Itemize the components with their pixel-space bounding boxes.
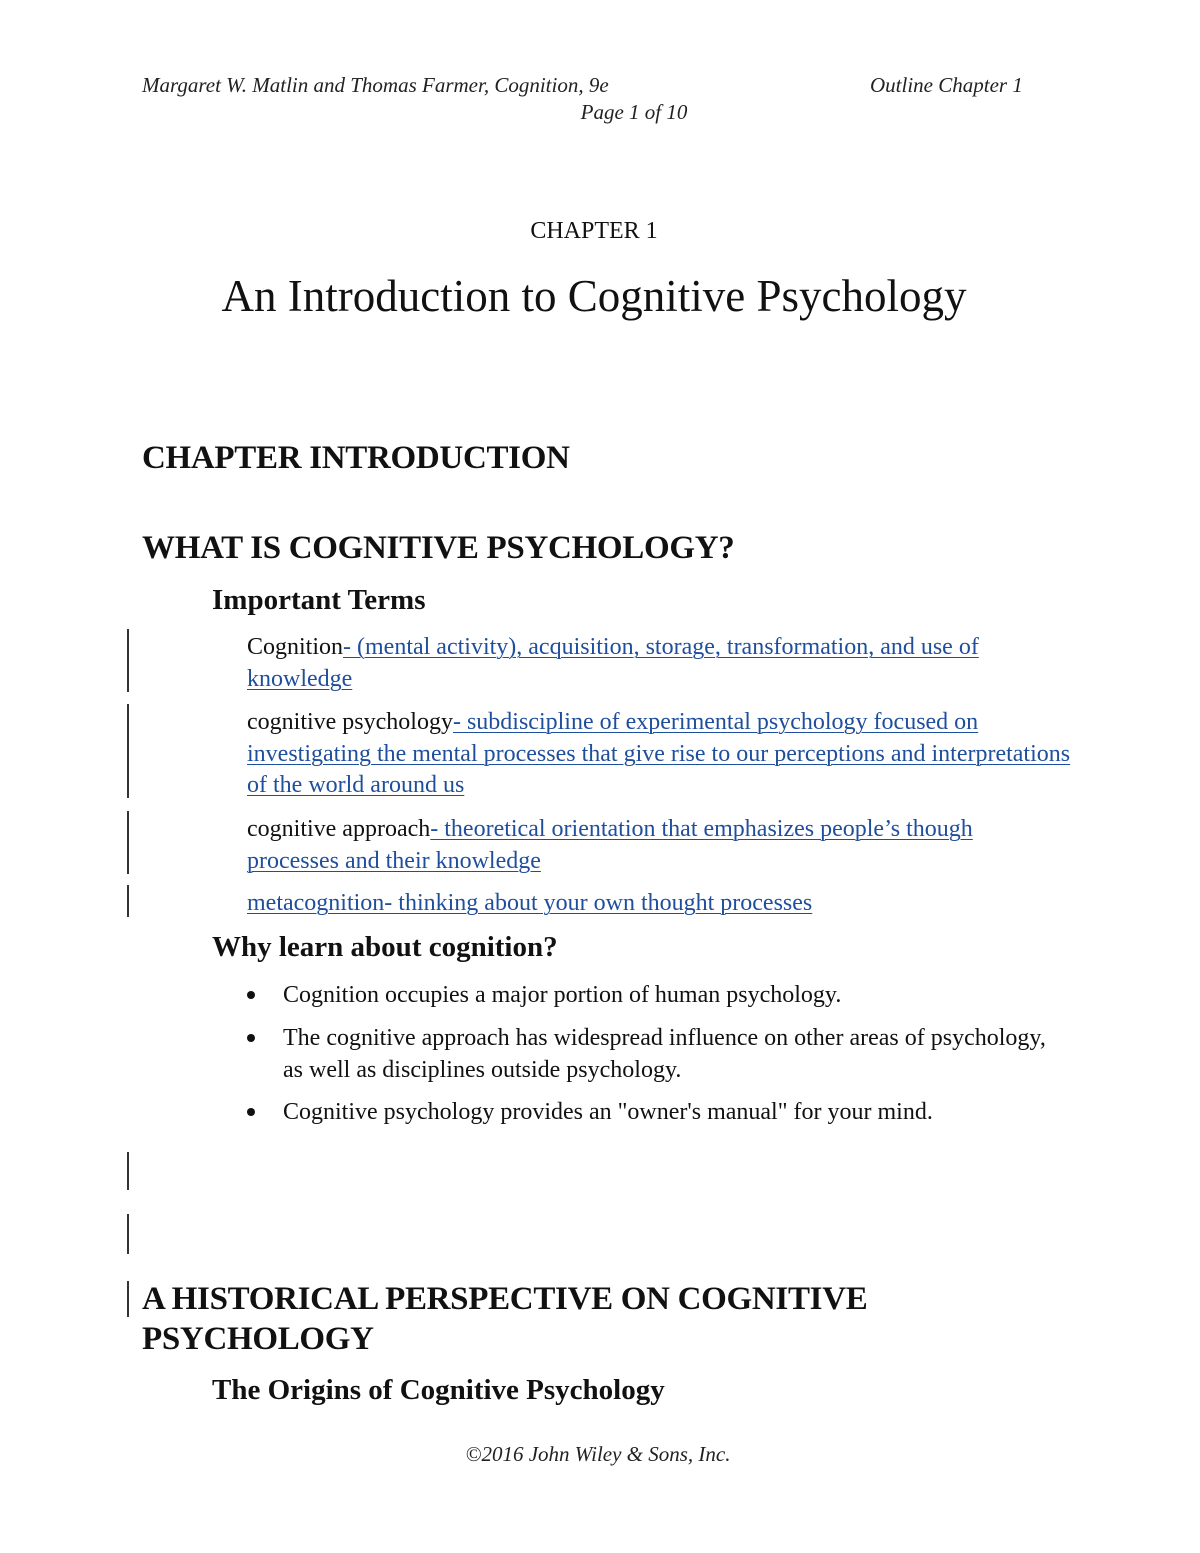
section-heading-historical: A HISTORICAL PERSPECTIVE ON COGNITIVE (142, 1281, 868, 1317)
bullet-icon (247, 1108, 255, 1116)
bullet-text: Cognitive psychology provides an "owner's manual" for your mind. (283, 1099, 933, 1125)
subheading-origins: The Origins of Cognitive Psychology (212, 1374, 665, 1406)
term-label: cognitive psychology (247, 709, 453, 735)
term-definition: - theoretical orientation that emphasizes people’s though processes and their knowledge (247, 816, 973, 874)
section-heading-what-is: WHAT IS COGNITIVE PSYCHOLOGY? (142, 530, 735, 566)
term-cognitive-approach (247, 814, 1027, 877)
section-heading-intro: CHAPTER INTRODUCTION (142, 440, 570, 476)
bullet-icon (247, 1034, 255, 1042)
revision-bar (127, 704, 129, 798)
term-label: Cognition (247, 634, 344, 660)
header-outline-label: Outline Chapter 1 (870, 73, 1023, 97)
revision-bar (127, 811, 129, 874)
chapter-label: CHAPTER 1 (530, 218, 658, 244)
term-definition: - (mental activity), acquisition, storage, transformation, and use of knowledge (247, 634, 979, 692)
bullet-icon (247, 991, 255, 999)
term-definition: metacognition- thinking about your own thought processes (247, 890, 813, 916)
subheading-why-learn: Why learn about cognition? (212, 931, 558, 963)
revision-bar (127, 1152, 129, 1190)
term-cognition (247, 632, 1077, 695)
revision-bar (127, 885, 129, 917)
term-cognitive-psychology (247, 707, 1077, 802)
copyright-footer: ©2016 John Wiley & Sons, Inc. (465, 1442, 731, 1466)
list-item (247, 980, 1047, 1012)
revision-bar (127, 1214, 129, 1254)
term-label: cognitive approach (247, 816, 431, 842)
header-book-info: Margaret W. Matlin and Thomas Farmer, Cognition, 9e (142, 73, 609, 97)
revision-bar (127, 629, 129, 692)
bullet-text: Cognition occupies a major portion of human psychology. (283, 982, 842, 1008)
revision-bar (127, 1281, 129, 1317)
list-item (247, 1023, 1047, 1086)
bullet-text: The cognitive approach has widespread influence on other areas of psychology, as well as disciplines outside psychology. (283, 1025, 1046, 1083)
chapter-title: An Introduction to Cognitive Psychology (221, 271, 967, 321)
term-metacognition (247, 888, 1077, 920)
subheading-important-terms: Important Terms (212, 584, 426, 616)
section-heading-historical-cont: PSYCHOLOGY (142, 1321, 374, 1357)
list-item (247, 1097, 1047, 1129)
term-definition: - subdiscipline of experimental psychology focused on investigating the mental processes that give rise to our perceptions and interpretations of the world around us (247, 709, 1071, 798)
page-number: Page 1 of 10 (580, 100, 688, 124)
